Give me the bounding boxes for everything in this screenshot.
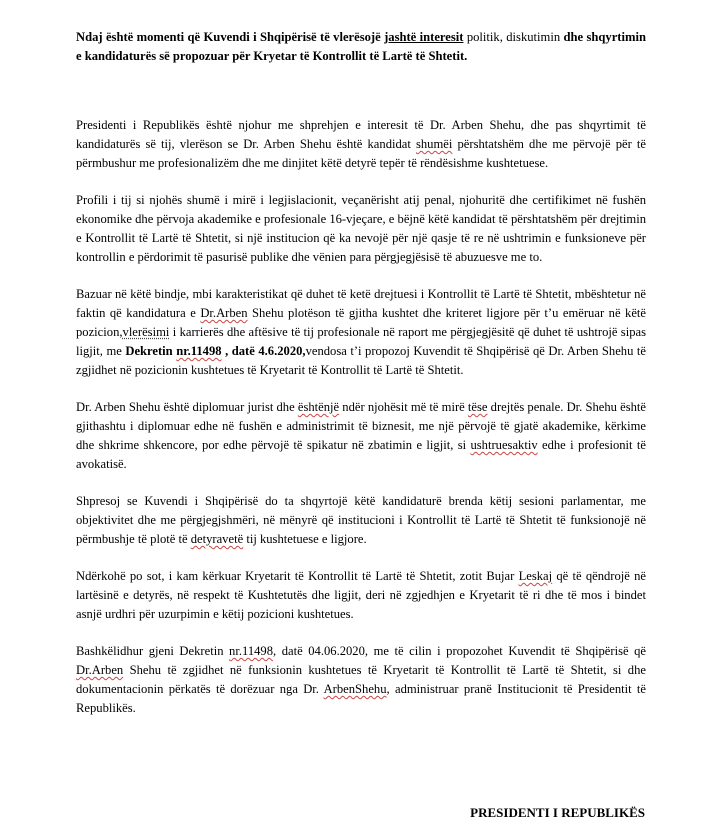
intro-underlined-phrase: jashtë interesit	[384, 30, 464, 44]
p7-text-e: Shehu të zgjidhet në funksionin kushtetues të Kryetarit të Kontrollit të Lartë të Shtetit, si dhe dokumentacionin përkatës të dorëzuar nga Dr.	[76, 663, 646, 696]
p4-spellcheck-word-2: tëse	[467, 400, 488, 414]
p4-text-a: Dr. Arben Shehu është diplomuar jurist dhe	[76, 400, 298, 414]
p4-text-g: edhe i profesionit të avokatisë.	[76, 438, 646, 471]
p4-spellcheck-word-3: ushtruesaktiv	[470, 438, 538, 452]
paragraph-candidate-profile: Profili i tij si njohës shumë i mirë i legjislacionit, veçanërisht atij penal, njohuritë dhe certifikimet në fushën ekonomike dhe përvoja akademike e profesionale 16-vjeçare, e bëjnë këtë kandidat të përshtatshëm për drejtimin e Kontrollit të Lartë të Shtetit, si një institucion që ka nevojë për një qasje të re në ushtrimin e funksioneve për kontrollin e përdorimit të pasurisë publike dhe vënien para përgjegjësisë të abuzuesve me to.	[76, 193, 646, 264]
p7-text-g: , administruar pranë Institucionit të Presidentit të Republikës.	[76, 682, 646, 715]
p3-decree-label: Dekretin	[125, 344, 177, 358]
p5-text-c: tij kushtetuese e ligjore.	[243, 532, 367, 546]
paragraph-decree-basis	[76, 285, 646, 380]
p1-text-c: përshtatshëm dhe me përvojë për të përmbushur me profesionalizëm dhe me dinjitet këtë detyrë tepër të rëndësishme kushtetuese.	[76, 137, 646, 170]
p3-text-a: Bazuar në këtë bindje, mbi karakteristikat që duhet të ketë drejtuesi i Kontrollit të Lartë të Shtetit, mbështetur në faktin që kandidatura e	[76, 287, 646, 320]
intro-paragraph	[76, 28, 646, 66]
paragraph-attachments	[76, 642, 646, 718]
p3-decree-number: nr.11498	[176, 344, 222, 358]
intro-text-2: politik	[463, 30, 500, 44]
p6-text-a: Ndërkohë po sot, i kam kërkuar Kryetarit të Kontrollit të Lartë të Shtetit, zotit Bujar	[76, 569, 519, 583]
p3-grammar-word: vlerësimi	[122, 325, 170, 339]
p5-text-a: Shpresoj se Kuvendi i Shqipërisë do ta shqyrtojë këtë kandidaturë brenda këtij sesioni parlamentar, me objektivitet dhe me përgjegjshmëri, në mënyrë që institucioni i Kontrollit të Lartë të Shtetit të funksionojë në përmbushje të plotë të	[76, 494, 646, 546]
p7-spellcheck-name-1: Dr.Arben	[76, 663, 124, 677]
intro-text-3: , diskutimin	[499, 30, 561, 44]
document-body	[76, 28, 646, 718]
intro-text-1: Ndaj është momenti që Kuvendi i Shqipërisë të vlerësojë	[76, 30, 385, 44]
p4-text-c: ndër njohësit më të mirë	[339, 400, 468, 414]
p3-text-i: vendosa t’i propozoj Kuvendit të Shqipërisë që Dr. Arben Shehu të zgjidhet në pozicionin kushtetues të Kryetarit të Kontrollit të Lartë të Shtetit.	[76, 344, 646, 377]
p3-decree-date: , datë 4.6.2020,	[221, 344, 306, 358]
paragraph-hope-assembly	[76, 492, 646, 549]
paragraph-president-assessment	[76, 116, 646, 173]
p1-spellcheck-word: shumëi	[415, 137, 453, 151]
p3-text-c: Shehu plotëson të gjitha kushtet dhe kriteret ligjore për t’u emëruar në këtë pozicion,	[76, 306, 647, 339]
p7-spellcheck-name-2: ArbenShehu	[323, 682, 387, 696]
p1-text-a: Presidenti i Republikës është njohur me shprehjen e interesit të Dr. Arben Shehu, dhe pas shqyrtimit të kandidaturës së tij, vlerëson se Dr. Arben Shehu është kandidat	[76, 118, 646, 151]
p7-decree-number: nr.11498	[229, 644, 274, 658]
intro-text-4: dhe shqyrtimin e kandidaturës së propozuar për Kryetar të Kontrollit të Lartë të Shtetit.	[76, 30, 646, 63]
p6-spellcheck-name: Leskaj	[518, 569, 553, 583]
paragraph-candidate-background	[76, 398, 646, 474]
p3-text-e: i karrierës dhe aftësive të tij profesionale në raport me përgjegjësitë që duhet të ushtrojë sipas ligjit, me	[76, 325, 646, 358]
p4-spellcheck-word-1: ështënjë	[297, 400, 340, 414]
signature-title: PRESIDENTI I REPUBLIKËS	[470, 805, 645, 820]
p3-spellcheck-name: Dr.Arben	[200, 306, 248, 320]
p4-text-e: drejtës penale. Dr. Shehu është gjithashtu i diplomuar edhe në fushën e administrimit të biznesit, me një përvojë të gjatë akademike, kërkime dhe shkrime shkencore, por edhe përvojë të spikatur në zbatimin e ligjit, si	[76, 400, 646, 452]
p7-text-a: Bashkëlidhur gjeni Dekretin	[76, 644, 230, 658]
p5-spellcheck-word: detyravetë	[190, 532, 244, 546]
paragraph-request-chairman	[76, 567, 646, 624]
p7-text-c: , datë 04.06.2020, me të cilin i propozohet Kuvendit të Shqipërisë që	[273, 644, 646, 658]
p6-text-c: që të qëndrojë në lartësinë e detyrës, në respekt të Kushtetutës dhe ligjit, deri në zgjedhjen e Kryetarit të ri dhe të mos i bindet asnjë urdhri për uzurpimin e këtij pozicioni kushtetues.	[76, 569, 647, 621]
